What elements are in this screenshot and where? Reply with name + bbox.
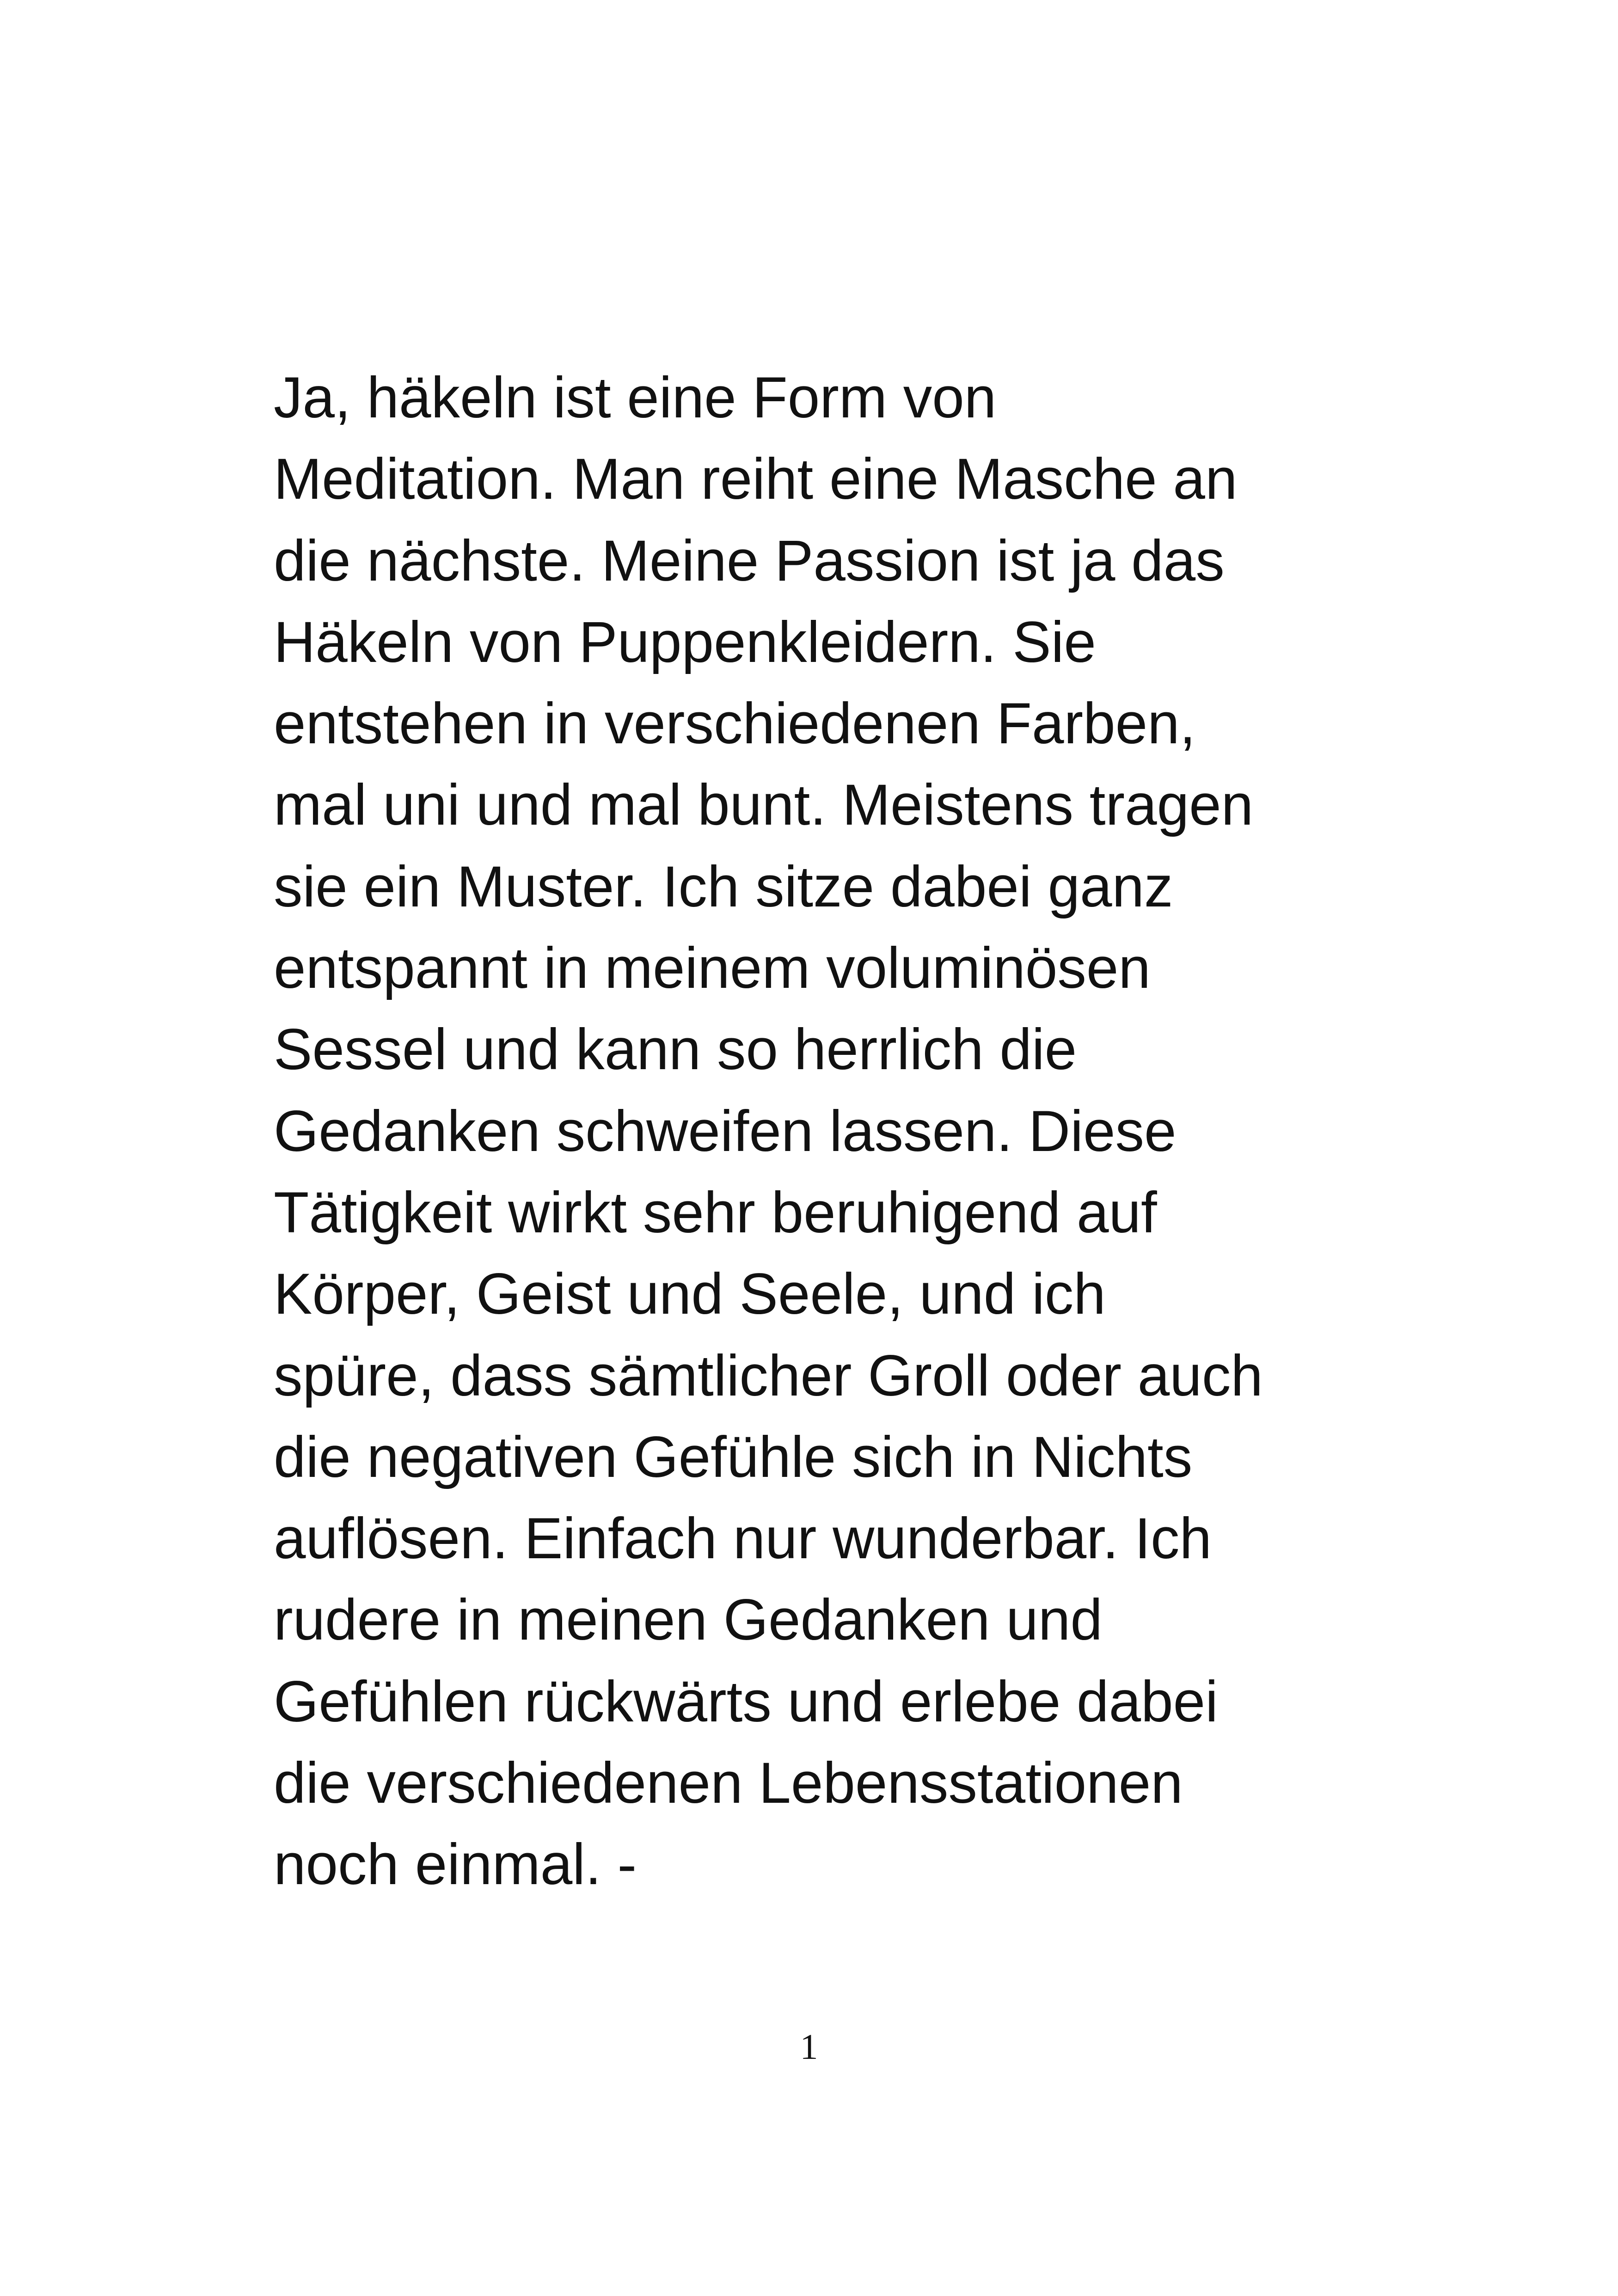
text-line: auflösen. Einfach nur wunderbar. Ich xyxy=(274,1506,1212,1571)
text-line: noch einmal. - xyxy=(274,1832,637,1897)
text-line: die negativen Gefühle sich in Nichts xyxy=(274,1425,1193,1489)
text-line: Gedanken schweifen lassen. Diese xyxy=(274,1099,1177,1163)
text-line: Tätigkeit wirkt sehr beruhigend auf xyxy=(274,1180,1157,1245)
text-line: die nächste. Meine Passion ist ja das xyxy=(274,528,1225,593)
text-line: Sessel und kann so herrlich die xyxy=(274,1017,1077,1082)
text-line: rudere in meinen Gedanken und xyxy=(274,1588,1103,1653)
text-line: entstehen in verschiedenen Farben, xyxy=(274,692,1196,756)
text-line: die verschiedenen Lebensstationen xyxy=(274,1751,1183,1816)
text-line: Körper, Geist und Seele, und ich xyxy=(274,1262,1106,1327)
text-line: entspannt in meinem voluminösen xyxy=(274,936,1151,1001)
text-line: sie ein Muster. Ich sitze dabei ganz xyxy=(274,854,1173,919)
body-paragraph xyxy=(274,357,1406,1906)
text-line: Häkeln von Puppenkleidern. Sie xyxy=(274,610,1096,674)
text-line: spüre, dass sämtlicher Groll oder auch xyxy=(274,1343,1263,1408)
page-number: 1 xyxy=(800,2027,818,2067)
text-line: Meditation. Man reiht eine Masche an xyxy=(274,447,1238,512)
text-line: mal uni und mal bunt. Meistens tragen xyxy=(274,773,1254,838)
text-line: Ja, häkeln ist eine Form von xyxy=(274,366,997,430)
text-line: Gefühlen rückwärts und erlebe dabei xyxy=(274,1669,1218,1734)
